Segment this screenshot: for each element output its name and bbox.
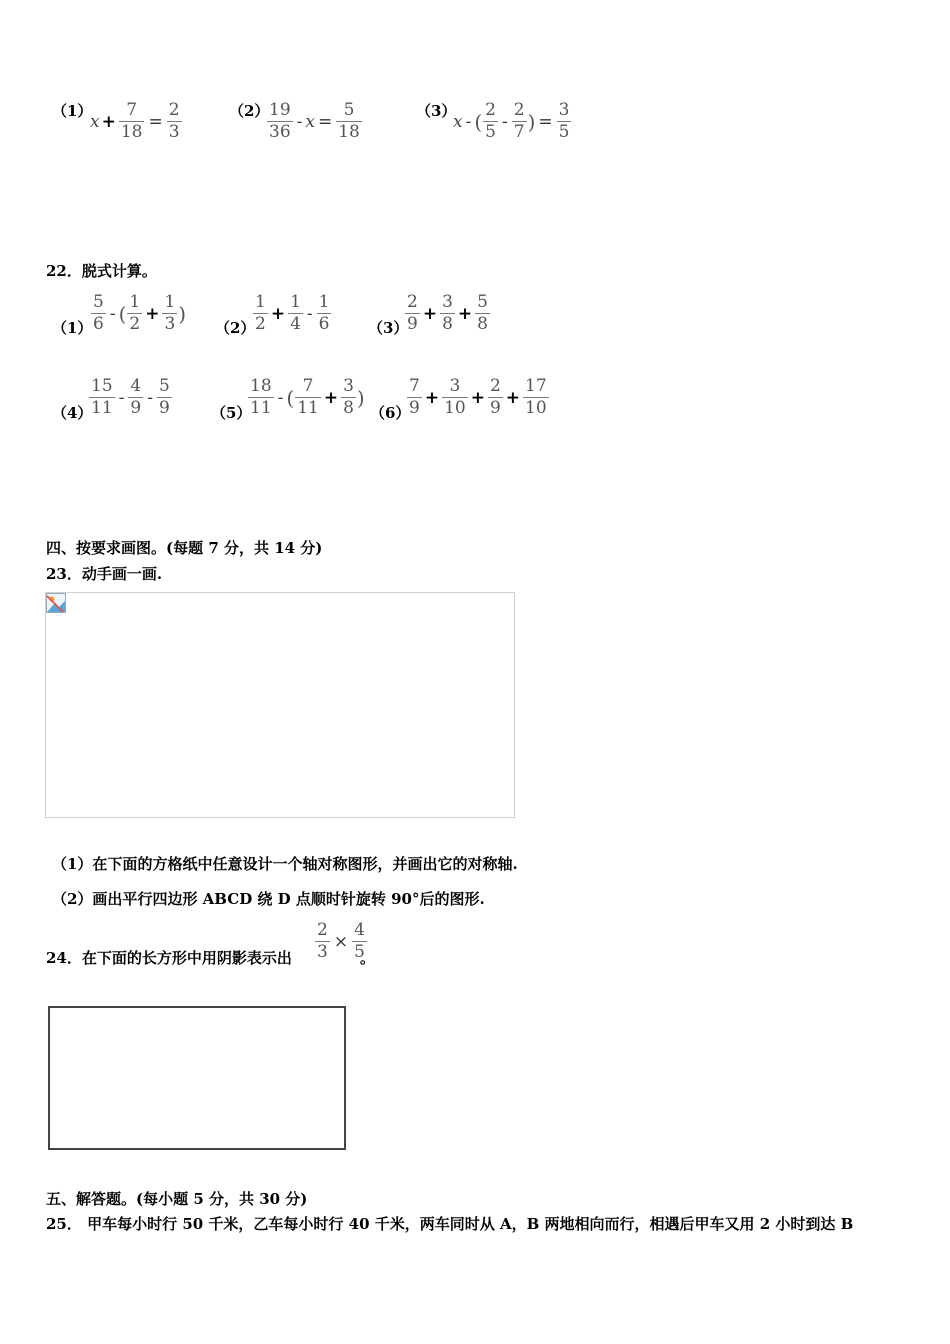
q22-expr-5: $\frac{18}{11}$ - ( $\frac{7}{11}$ + $\frac{3}{8}$ ) — [250, 376, 365, 418]
broken-image-icon — [46, 593, 66, 613]
q22-item-2 — [215, 317, 255, 338]
q22-item-5 — [211, 402, 251, 423]
q22-item-3 — [368, 317, 408, 338]
q22-expr-4: $\frac{15}{11}$ - $\frac{4}{9}$ - $\frac{5}{9}$ — [91, 376, 170, 418]
section5-heading: 五、解答题。(每小题 5 分，共 30 分) — [46, 1190, 308, 1208]
q22-expr-1: $\frac{5}{6}$ - ( $\frac{1}{2}$ + $\frac{1}{3}$ ) — [93, 292, 187, 334]
q21-label-1: （1） — [52, 102, 93, 120]
q22-expr-2: $\frac{1}{2}$ + $\frac{1}{4}$ - $\frac{1}{6}$ — [255, 292, 330, 334]
q22-item-1 — [52, 317, 92, 338]
q22-label-2: （2） — [215, 319, 256, 337]
q22-label-3: （3） — [368, 319, 409, 337]
q24-expression: $\frac{2}{3}$ × $\frac{4}{5}$ — [317, 920, 365, 962]
q22-title: 22．脱式计算。 — [46, 262, 157, 280]
q21-eq1-expr: x + $\frac{7}{18}$ = $\frac{2}{3}$ — [90, 100, 180, 142]
q22-item-6 — [370, 402, 410, 423]
q22-expr-6: $\frac{7}{9}$ + $\frac{3}{10}$ + $\frac{2}{9}$ + $\frac{17}{10}$ — [409, 376, 547, 418]
q22-expr-3: $\frac{2}{9}$ + $\frac{3}{8}$ + $\frac{5}{8}$ — [407, 292, 488, 334]
q24-rectangle[interactable] — [48, 1006, 346, 1150]
q21-eq1 — [52, 100, 92, 121]
q22-item-4 — [52, 402, 92, 423]
q22-label-1: （1） — [52, 319, 93, 337]
q22-label-4: （4） — [52, 404, 93, 422]
q23-part2: （2）画出平行四边形 ABCD 绕 D 点顺时针旋转 90°后的图形. — [52, 890, 485, 908]
q21-eq2 — [229, 100, 269, 121]
q23-part1: （1）在下面的方格纸中任意设计一个轴对称图形，并画出它的对称轴. — [52, 855, 518, 873]
q21-label-2: （2） — [229, 102, 270, 120]
section4-heading: 四、按要求画图。(每题 7 分，共 14 分) — [46, 539, 323, 557]
q22-label-5: （5） — [211, 404, 252, 422]
q25-text: 25． 甲车每小时行 50 千米，乙车每小时行 40 千米，两车同时从 A，B 两地相向而行，相遇后甲车又用 2 小时到达 B — [46, 1215, 854, 1233]
q23-title: 23．动手画一画. — [46, 565, 163, 583]
q23-image-placeholder — [45, 592, 515, 818]
q21-eq2-expr: $\frac{19}{36}$ - x = $\frac{5}{18}$ — [269, 100, 360, 142]
q24-text: 24．在下面的长方形中用阴影表示出 — [46, 949, 292, 967]
q22-label-6: （6） — [370, 404, 411, 422]
q21-eq3-expr: x - ( $\frac{2}{5}$ - $\frac{2}{7}$ ) = $\frac{3}{5}$ — [453, 100, 570, 142]
q21-eq3 — [416, 100, 456, 121]
q21-label-3: （3） — [416, 102, 457, 120]
q24-suffix: 。 — [360, 949, 376, 967]
